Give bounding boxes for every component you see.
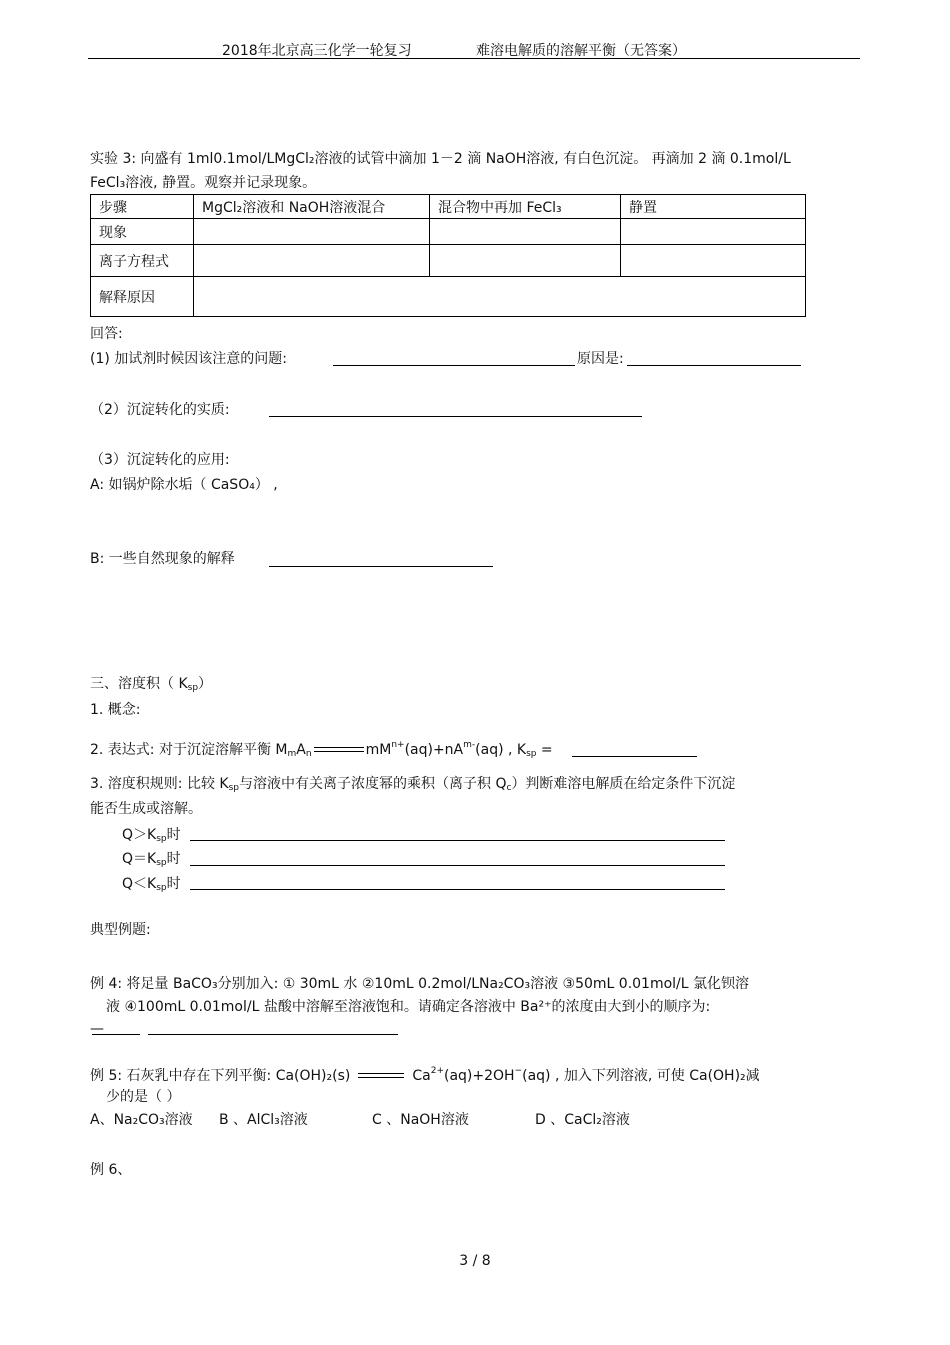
answer-blank[interactable] [190, 875, 725, 890]
experiment-table [90, 194, 806, 317]
question-3b: B: 一些自然现象的解释 [90, 551, 235, 567]
section-title: 三、溶度积（ $K_{sp}$） [90, 676, 213, 693]
example-4-line2: 液 ④100mL 0.01mol/L 盐酸中溶解至溶液饱和。请确定各溶液中 Ba²⁺的浓度由大到小的顺序为: [106, 999, 711, 1015]
exp3-line1: 实验 3: 向盛有 1ml0.1mol/LMgCl₂溶液的试管中滴加 1－2 滴 NaOH溶液, 有白色沉淀。 再滴加 2 滴 0.1mol/L [90, 151, 791, 167]
table-header-fecl3: 混合物中再加 FeCl₃ [430, 195, 621, 219]
example-5-option-c[interactable]: C 、NaOH溶液 [372, 1112, 469, 1128]
expression-item: 2. 表达式: 对于沉淀溶解平衡 $M_mA_n$ $mM^{n+}(aq)+nA^{m-}(aq)$ , $K_{sp}$ = [90, 740, 553, 759]
question-1 [90, 348, 287, 368]
question-3: （3）沉淀转化的应用: [90, 452, 230, 468]
header-left: 2018年北京高三化学一轮复习 [222, 43, 412, 59]
answer-blank[interactable] [190, 851, 725, 866]
example-4-line1: 例 4: 将足量 BaCO₃分别加入: ① 30mL 水 ②10mL 0.2mol/LNa₂CO₃溶液 ③50mL 0.01mol/L 氯化钡溶 [90, 976, 750, 992]
header-right: 难溶电解质的溶解平衡（无答案） [476, 43, 686, 59]
answer-title: 回答: [90, 326, 123, 342]
example-5-option-b[interactable]: B 、AlCl₃溶液 [219, 1112, 308, 1128]
example-5-line1: 例 5: 石灰乳中存在下列平衡: Ca(OH)₂(s) $Ca^{2+}(aq)+2OH^-(aq)$ , 加入下列溶液, 可使 Ca(OH)₂减 [90, 1066, 760, 1084]
question-1-reason: 原因是: [577, 351, 624, 367]
question-1-text: (1) 加试剂时候因该注意的问题: [90, 351, 287, 367]
table-cell[interactable] [621, 219, 806, 245]
table-cell[interactable] [621, 245, 806, 277]
table-cell[interactable] [194, 277, 806, 317]
page-number: 3 / 8 [459, 1253, 491, 1269]
concept-item: 1. 概念: [90, 702, 141, 718]
table-row-label: 离子方程式 [91, 245, 194, 277]
answer-blank[interactable] [572, 742, 697, 757]
example-5-line2: 少的是（ ） [106, 1089, 181, 1105]
table-cell[interactable] [430, 219, 621, 245]
table-cell[interactable] [430, 245, 621, 277]
example-6: 例 6、 [90, 1162, 132, 1178]
rule-gt: $Q>K_{sp}$时 [122, 827, 181, 844]
equilibrium-arrow-icon [314, 745, 364, 755]
rule-lt: $Q<K_{sp}$时 [122, 876, 181, 893]
exp3-line2: FeCl₃溶液, 静置。观察并记录现象。 [90, 175, 317, 191]
table-cell[interactable] [194, 219, 430, 245]
question-3a: A: 如锅炉除水垢（ CaSO₄） , [90, 477, 278, 493]
header-rule [88, 58, 860, 59]
equilibrium-arrow-icon [358, 1071, 404, 1081]
answer-blank[interactable] [92, 1020, 140, 1035]
answer-blank[interactable] [333, 351, 575, 366]
table-header-step: 步骤 [91, 195, 194, 219]
table-cell[interactable] [194, 245, 430, 277]
table-row-label: 现象 [91, 219, 194, 245]
answer-blank[interactable] [269, 552, 493, 567]
question-2: （2）沉淀转化的实质: [90, 402, 230, 418]
answer-blank[interactable] [190, 826, 725, 841]
examples-title: 典型例题: [90, 922, 151, 938]
example-5-option-d[interactable]: D 、CaCl₂溶液 [535, 1112, 630, 1128]
rule-eq: $Q=K_{sp}$时 [122, 851, 181, 868]
table-row-label: 解释原因 [91, 277, 194, 317]
rule-line1: 3. 溶度积规则: 比较 $K_{sp}$与溶液中有关离子浓度幂的乘积（离子积 $Q_c$）判断难溶电解质在给定条件下沉淀 [90, 776, 736, 793]
answer-blank[interactable] [148, 1020, 398, 1035]
rule-line2: 能否生成或溶解。 [90, 801, 202, 817]
example-5-option-a[interactable]: A、Na₂CO₃溶液 [90, 1112, 193, 1128]
table-header-stand: 静置 [621, 195, 806, 219]
table-header-mix: MgCl₂溶液和 NaOH溶液混合 [194, 195, 430, 219]
answer-blank[interactable] [627, 351, 801, 366]
example-4-line3: — [90, 1021, 104, 1037]
answer-blank[interactable] [269, 402, 642, 417]
